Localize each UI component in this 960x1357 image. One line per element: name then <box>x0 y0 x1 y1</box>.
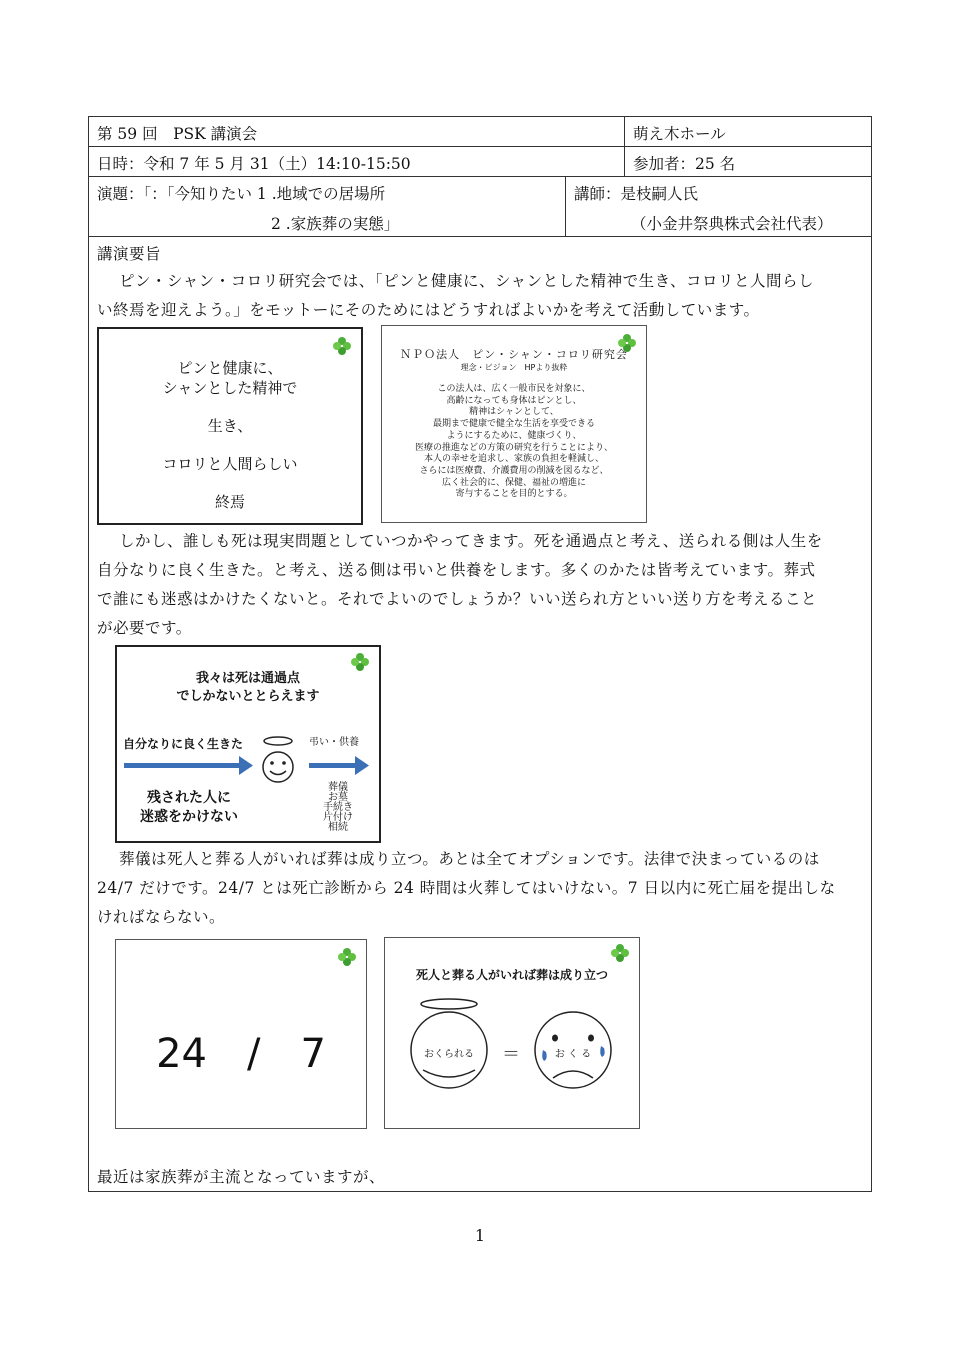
divider <box>624 147 625 176</box>
paragraph-3-line-2: 24/7 だけです。24/7 とは死亡診断から 24 時間は火葬してはいけない。7 日以内に死亡届を提出しな <box>97 879 836 897</box>
slide3-title-line-2: でしかないととらえます <box>176 689 320 704</box>
vision-line: 広く社会的に、保健、福祉の増進に <box>441 477 586 488</box>
paragraph-2-line-2: 自分なりに良く生きた。と考え、送る側は弔いと供養をします。多くのかたは皆考えています。葬式 <box>97 561 816 579</box>
paragraph-3-line-3: ければならない。 <box>97 908 226 926</box>
no-burden-line-1: 残された人に <box>147 790 231 806</box>
topic-line-2: 2 .家族葬の実態」 <box>271 215 400 233</box>
vision-line: さらには医療費、介護費用の削減を図るなど、 <box>419 465 609 476</box>
paragraph-1-line-2: い終焉を迎えよう。」をモットーにそのためにはどうすればよいかを考えて活動しています。 <box>97 301 760 319</box>
motto-line-3: 生き、 <box>207 417 253 435</box>
npo-subtitle: 理念・ビジョン HPより抜粋 <box>460 363 568 372</box>
vision-line: この法人は、広く一般市民を対象に、 <box>437 384 591 394</box>
equals-sign: ＝ <box>502 1044 520 1065</box>
vision-line: 精神はシャンとして、 <box>469 407 559 418</box>
right-arrow <box>309 756 369 775</box>
departed-label: おくられる <box>424 1049 474 1060</box>
funeral-task-list <box>313 783 363 833</box>
topic-line-1: 演題：「：「今知りたい 1 .地域での居場所 <box>97 185 386 203</box>
mourner-label: お く る <box>554 1049 592 1060</box>
paragraph-1-line-1: ピン・シャン・コロリ研究会では、「ピンと健康に、シャンとした精神で生き、コロリと人間らし <box>119 272 815 290</box>
closing-line: 最近は家族葬が主流となっていますが、 <box>97 1168 386 1186</box>
task-item: 手続き <box>323 802 353 813</box>
task-item: 相続 <box>328 822 348 833</box>
vision-line: 寄与することを目的とする。 <box>455 489 573 500</box>
header-row-1 <box>89 117 871 147</box>
venue: 萌え木ホール <box>633 125 726 143</box>
left-arrow <box>124 756 253 775</box>
clover-icon <box>333 337 351 355</box>
slide3-title-line-1: 我々は死は通過点 <box>195 671 300 686</box>
smiley-face-icon <box>263 752 293 782</box>
vision-line: 最期まで健康で健全な生活を享受できる <box>432 419 595 430</box>
slide-death-as-passage <box>115 645 381 843</box>
mourning-label: 弔い・供養 <box>309 737 359 748</box>
task-item: 片付け <box>323 812 353 823</box>
npo-title: ＮＰＯ法人 ピン・シャン・コロリ研究会 <box>400 348 628 361</box>
event-datetime: 日時：令和 7 年 5 月 31（土）14:10-15:50 <box>97 155 411 173</box>
lecturer-name: 講師：是枝嗣人氏 <box>574 185 699 203</box>
slide-motto <box>97 327 363 525</box>
slide5-graphics <box>385 938 639 1128</box>
motto-line-1: ピンと健康に、 <box>177 359 283 377</box>
section-heading: 講演要旨 <box>97 245 162 263</box>
divider <box>624 117 625 146</box>
vision-line: ようにするために、健康づくり、 <box>446 430 582 441</box>
slide5-title: 死人と葬る人がいれば葬は成り立つ <box>415 968 608 982</box>
halo-icon <box>264 737 292 745</box>
npo-vision-text <box>382 384 646 501</box>
paragraph-2-line-1: しかし、誰しも死は現実問題としていつかやってきます。死を通過点と考え、送られる側は人生を <box>119 532 823 550</box>
slide-24-7 <box>115 939 367 1129</box>
task-item: お墓 <box>328 792 348 803</box>
page-number: 1 <box>474 1226 486 1245</box>
no-burden-text <box>137 789 241 827</box>
task-item: 葬儀 <box>328 782 348 793</box>
motto-line-4: コロリと人間らしい <box>162 455 298 473</box>
left-eye-icon <box>552 1035 558 1042</box>
motto-line-5: 終焉 <box>214 493 245 511</box>
paragraph-3-line-1: 葬儀は死人と葬る人がいれば葬は成り立つ。あとは全てオプションです。法律で決まっているのは <box>119 850 820 868</box>
header-row-2 <box>89 147 871 177</box>
vision-line: 医療の推進などの方策の研究を行うことにより、 <box>414 442 613 453</box>
paragraph-2-line-3: で誰にも迷惑はかけたくないと。それでよいのでしょうか？いい送られ方といい送り方を考えること <box>97 590 818 608</box>
halo-icon <box>421 999 477 1009</box>
divider <box>565 177 566 236</box>
attendance: 参加者：25 名 <box>633 155 736 173</box>
clover-icon <box>338 948 356 966</box>
right-eye-icon <box>588 1035 594 1042</box>
vision-line: 高齢になっても身体はピンとし、 <box>446 395 582 406</box>
event-title: 第 59 回 PSK 講演会 <box>97 125 258 143</box>
header-row-3 <box>89 177 871 237</box>
lived-well-label: 自分なりに良く生きた <box>123 737 244 751</box>
paragraph-2-line-4: が必要です。 <box>97 619 192 637</box>
lecture-report-frame <box>88 116 872 1192</box>
vision-line: 本人の幸せを追求し、家族の負担を軽減し、 <box>423 454 604 465</box>
no-burden-line-2: 迷惑をかけない <box>140 809 238 825</box>
rule-24-7: 24 / 7 <box>156 1031 326 1077</box>
motto-line-2: シャンとした精神で <box>162 379 298 397</box>
slide-npo-vision <box>381 325 647 523</box>
slide-funeral-requirement <box>384 937 640 1129</box>
lecturer-organization: （小金井祭典株式会社代表） <box>631 215 833 233</box>
